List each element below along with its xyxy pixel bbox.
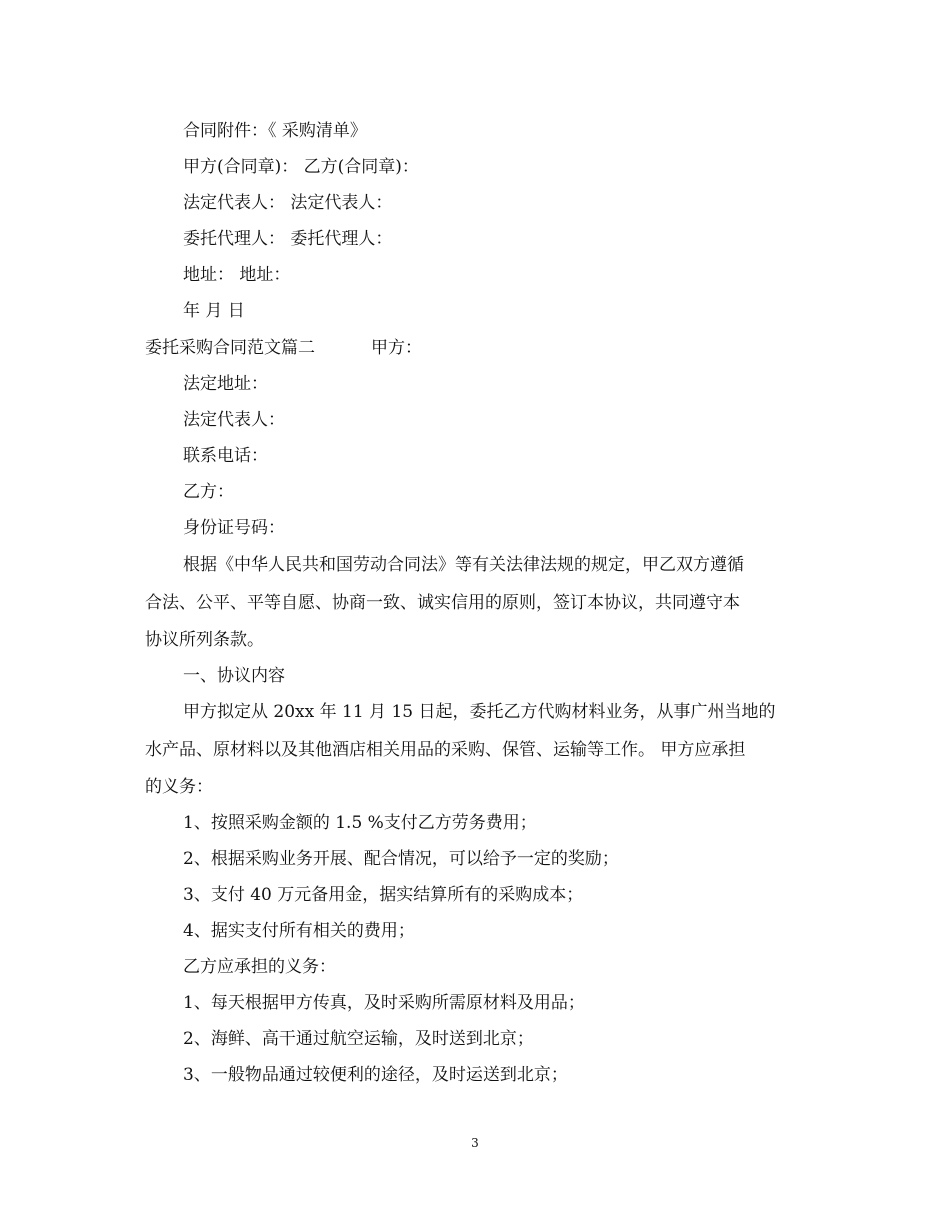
agent-line: 委托代理人： 委托代理人： [183, 229, 393, 249]
paragraph-1-line-3: 协议所列条款。 [145, 630, 264, 650]
address-line: 地址： 地址： [183, 265, 291, 285]
heading-party-b-obligations: 乙方应承担的义务： [183, 957, 336, 977]
page-number: 3 [471, 1136, 479, 1150]
party-b-obligation-3: 3、一般物品通过较便利的途径，及时运送到北京； [183, 1065, 568, 1085]
paragraph-1-line-1: 根据《中华人民共和国劳动合同法》等有关法律法规的规定，甲乙双方遵循 [183, 555, 744, 575]
party-a-obligation-3: 3、支付 40 万元备用金，据实结算所有的采购成本； [183, 885, 584, 905]
id-number-field: 身份证号码： [183, 518, 285, 538]
section-title: 委托采购合同范文篇二 [145, 338, 315, 358]
party-a-obligation-1: 1、按照采购金额的 1.5 %支付乙方劳务费用； [183, 813, 537, 833]
paragraph-2-line-3: 的义务： [145, 777, 213, 797]
phone-field: 联系电话： [183, 446, 268, 466]
paragraph-2-line-1: 甲方拟定从 20xx 年 11 月 15 日起，委托乙方代购材料业务，从事广州当地的 [183, 702, 776, 722]
paragraph-2-line-2: 水产品、原材料以及其他酒店相关用品的采购、保管、运输等工作。 甲方应承担 [145, 740, 746, 760]
party-a-label: 甲方： [371, 338, 422, 358]
paragraph-1-line-2: 合法、公平、平等自愿、协商一致、诚实信用的原则，签订本协议，共同遵守本 [145, 593, 740, 613]
party-b-obligation-1: 1、每天根据甲方传真，及时采购所需原材料及用品； [183, 993, 585, 1013]
date-line: 年 月 日 [183, 301, 245, 321]
party-a-obligation-2: 2、根据采购业务开展、配合情况，可以给予一定的奖励； [183, 849, 619, 869]
party-a-obligation-4: 4、据实支付所有相关的费用； [183, 921, 415, 941]
legal-rep-field: 法定代表人： [183, 410, 285, 430]
legal-rep-line: 法定代表人： 法定代表人： [183, 193, 393, 213]
party-seal-line: 甲方(合同章)： 乙方(合同章)： [183, 157, 419, 177]
legal-address-line: 法定地址： [183, 374, 268, 394]
party-b-field: 乙方： [183, 482, 234, 502]
heading-agreement-content: 一、协议内容 [183, 666, 285, 686]
attachment-line: 合同附件：《 采购清单》 [183, 121, 367, 141]
party-b-obligation-2: 2、海鲜、高干通过航空运输，及时送到北京； [183, 1029, 534, 1049]
